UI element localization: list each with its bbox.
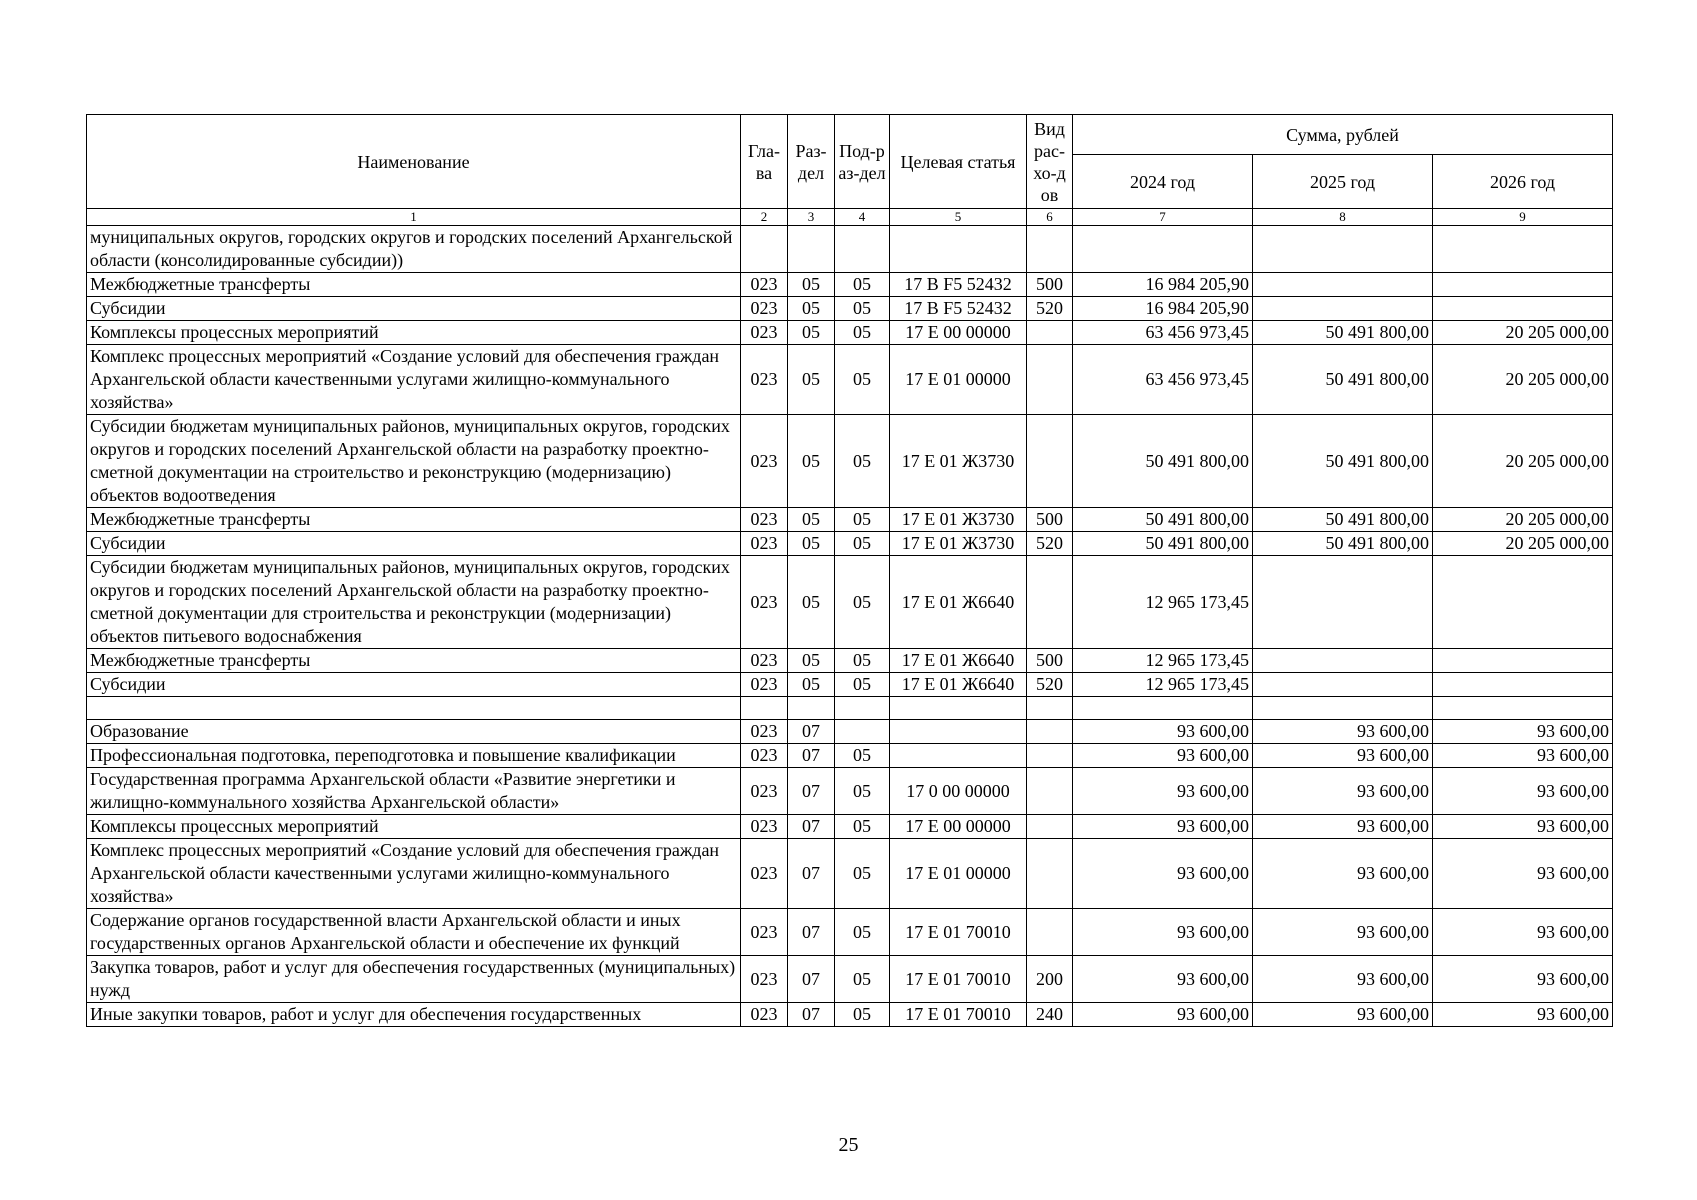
table-row (87, 768, 1613, 815)
cell-subsection: 05 (835, 839, 890, 909)
cell-amount-2025 (1253, 297, 1433, 321)
cell-amount-2026 (1433, 673, 1613, 697)
cell-amount-2026 (1433, 556, 1613, 649)
cell-subsection (835, 720, 890, 744)
table-row (87, 297, 1613, 321)
cell-name: муниципальных округов, городских округов и городских поселений Архангельской области (консолидированные субсидии)) (87, 226, 741, 273)
cell-chapter: 023 (741, 532, 788, 556)
cell-amount-2024 (1073, 226, 1253, 273)
column-number: 3 (788, 209, 835, 226)
cell-section: 05 (788, 321, 835, 345)
cell-amount-2026: 20 205 000,00 (1433, 508, 1613, 532)
cell-exptype (1027, 321, 1073, 345)
header-year-2025: 2025 год (1253, 155, 1433, 209)
table-row (87, 508, 1613, 532)
cell-amount-2024: 63 456 973,45 (1073, 345, 1253, 415)
cell-chapter: 023 (741, 345, 788, 415)
cell-target: 17 Е 01 Ж3730 (890, 532, 1027, 556)
cell-amount-2024: 50 491 800,00 (1073, 415, 1253, 508)
cell-target: 17 Е 00 00000 (890, 815, 1027, 839)
cell-amount-2026: 93 600,00 (1433, 768, 1613, 815)
cell-exptype (1027, 744, 1073, 768)
cell-section: 05 (788, 649, 835, 673)
cell-chapter: 023 (741, 768, 788, 815)
cell-target: 17 Е 01 Ж3730 (890, 508, 1027, 532)
cell-chapter (741, 697, 788, 720)
column-number: 8 (1253, 209, 1433, 226)
header-target: Целевая статья (890, 115, 1027, 209)
cell-name: Комплексы процессных мероприятий (87, 321, 741, 345)
table-row (87, 909, 1613, 956)
cell-amount-2024 (1073, 697, 1253, 720)
column-number: 2 (741, 209, 788, 226)
table-row (87, 345, 1613, 415)
cell-target (890, 720, 1027, 744)
cell-exptype: 240 (1027, 1003, 1073, 1027)
cell-name: Закупка товаров, работ и услуг для обеспечения государственных (муниципальных) нужд (87, 956, 741, 1003)
header-exptype: Вид рас-хо-дов (1027, 115, 1073, 209)
cell-amount-2026: 93 600,00 (1433, 744, 1613, 768)
cell-amount-2024: 93 600,00 (1073, 1003, 1253, 1027)
cell-chapter: 023 (741, 321, 788, 345)
cell-target (890, 697, 1027, 720)
cell-amount-2026 (1433, 697, 1613, 720)
table-row (87, 415, 1613, 508)
cell-amount-2024: 93 600,00 (1073, 839, 1253, 909)
cell-subsection: 05 (835, 321, 890, 345)
cell-exptype: 500 (1027, 649, 1073, 673)
cell-chapter: 023 (741, 909, 788, 956)
cell-exptype (1027, 345, 1073, 415)
cell-amount-2024: 12 965 173,45 (1073, 673, 1253, 697)
cell-name: Субсидии (87, 297, 741, 321)
table-row (87, 697, 1613, 720)
table-row (87, 649, 1613, 673)
cell-name: Профессиональная подготовка, переподготовка и повышение квалификации (87, 744, 741, 768)
cell-target: 17 Е 01 Ж3730 (890, 415, 1027, 508)
cell-exptype (1027, 226, 1073, 273)
cell-amount-2024: 93 600,00 (1073, 744, 1253, 768)
cell-amount-2025: 93 600,00 (1253, 909, 1433, 956)
cell-subsection: 05 (835, 415, 890, 508)
cell-chapter: 023 (741, 273, 788, 297)
cell-name: Содержание органов государственной власти Архангельской области и иных государственных органов Архангельской области и обеспечение их функций (87, 909, 741, 956)
cell-chapter: 023 (741, 839, 788, 909)
cell-amount-2025: 50 491 800,00 (1253, 321, 1433, 345)
cell-subsection: 05 (835, 744, 890, 768)
cell-amount-2026: 93 600,00 (1433, 1003, 1613, 1027)
cell-section: 07 (788, 1003, 835, 1027)
cell-exptype (1027, 768, 1073, 815)
cell-target: 17 Е 01 Ж6640 (890, 649, 1027, 673)
cell-amount-2026: 93 600,00 (1433, 815, 1613, 839)
cell-amount-2024: 93 600,00 (1073, 909, 1253, 956)
cell-target: 17 В F5 52432 (890, 297, 1027, 321)
cell-exptype: 500 (1027, 508, 1073, 532)
cell-section (788, 697, 835, 720)
column-number: 9 (1433, 209, 1613, 226)
cell-name: Межбюджетные трансферты (87, 508, 741, 532)
cell-exptype (1027, 415, 1073, 508)
cell-section: 05 (788, 273, 835, 297)
table-row (87, 720, 1613, 744)
cell-amount-2024: 16 984 205,90 (1073, 273, 1253, 297)
cell-amount-2025 (1253, 226, 1433, 273)
table-row (87, 673, 1613, 697)
cell-subsection: 05 (835, 532, 890, 556)
cell-section: 07 (788, 909, 835, 956)
cell-subsection: 05 (835, 909, 890, 956)
cell-name: Межбюджетные трансферты (87, 649, 741, 673)
cell-subsection: 05 (835, 1003, 890, 1027)
cell-amount-2026: 93 600,00 (1433, 956, 1613, 1003)
cell-exptype: 520 (1027, 297, 1073, 321)
table-row (87, 226, 1613, 273)
cell-amount-2026: 20 205 000,00 (1433, 321, 1613, 345)
table-row (87, 556, 1613, 649)
header-subsection: Под-раз-дел (835, 115, 890, 209)
cell-amount-2024: 93 600,00 (1073, 956, 1253, 1003)
table-row (87, 815, 1613, 839)
column-number: 4 (835, 209, 890, 226)
cell-chapter: 023 (741, 415, 788, 508)
cell-amount-2025: 93 600,00 (1253, 839, 1433, 909)
cell-target: 17 В F5 52432 (890, 273, 1027, 297)
header-name: Наименование (87, 115, 741, 209)
cell-name: Комплекс процессных мероприятий «Создание условий для обеспечения граждан Архангельской области качественными услугами жилищно-коммунального хозяйства» (87, 345, 741, 415)
column-number: 7 (1073, 209, 1253, 226)
cell-amount-2025: 93 600,00 (1253, 815, 1433, 839)
cell-amount-2025: 50 491 800,00 (1253, 532, 1433, 556)
cell-section: 07 (788, 839, 835, 909)
cell-section: 05 (788, 345, 835, 415)
cell-subsection: 05 (835, 673, 890, 697)
cell-name: Субсидии бюджетам муниципальных районов, муниципальных округов, городских округов и городских поселений Архангельской области на разработку проектно-сметной документации на строительство и реконструкцию (модернизацию) объектов водоотведения (87, 415, 741, 508)
cell-name: Комплексы процессных мероприятий (87, 815, 741, 839)
cell-amount-2026: 93 600,00 (1433, 839, 1613, 909)
cell-name: Комплекс процессных мероприятий «Создание условий для обеспечения граждан Архангельской области качественными услугами жилищно-коммунального хозяйства» (87, 839, 741, 909)
cell-amount-2026: 93 600,00 (1433, 909, 1613, 956)
cell-amount-2026: 93 600,00 (1433, 720, 1613, 744)
cell-subsection: 05 (835, 345, 890, 415)
cell-target: 17 Е 01 00000 (890, 345, 1027, 415)
cell-amount-2026 (1433, 649, 1613, 673)
table-row (87, 321, 1613, 345)
cell-target (890, 226, 1027, 273)
cell-exptype (1027, 720, 1073, 744)
cell-subsection: 05 (835, 768, 890, 815)
cell-chapter: 023 (741, 556, 788, 649)
cell-amount-2025: 50 491 800,00 (1253, 415, 1433, 508)
cell-section: 07 (788, 956, 835, 1003)
cell-amount-2024: 50 491 800,00 (1073, 532, 1253, 556)
cell-section (788, 226, 835, 273)
table-row (87, 1003, 1613, 1027)
cell-exptype (1027, 556, 1073, 649)
cell-amount-2026 (1433, 297, 1613, 321)
column-number: 5 (890, 209, 1027, 226)
cell-amount-2025: 93 600,00 (1253, 744, 1433, 768)
cell-amount-2024: 12 965 173,45 (1073, 649, 1253, 673)
cell-section: 05 (788, 673, 835, 697)
table-row (87, 273, 1613, 297)
cell-amount-2025: 93 600,00 (1253, 720, 1433, 744)
cell-exptype: 520 (1027, 673, 1073, 697)
cell-amount-2025: 93 600,00 (1253, 768, 1433, 815)
cell-chapter (741, 226, 788, 273)
cell-amount-2025 (1253, 697, 1433, 720)
cell-subsection: 05 (835, 297, 890, 321)
cell-chapter: 023 (741, 744, 788, 768)
cell-amount-2026: 20 205 000,00 (1433, 415, 1613, 508)
cell-name: Иные закупки товаров, работ и услуг для обеспечения государственных (87, 1003, 741, 1027)
header-chapter: Гла-ва (741, 115, 788, 209)
cell-chapter: 023 (741, 720, 788, 744)
cell-section: 05 (788, 297, 835, 321)
column-number: 6 (1027, 209, 1073, 226)
cell-exptype: 200 (1027, 956, 1073, 1003)
cell-target: 17 Е 01 70010 (890, 909, 1027, 956)
cell-amount-2024: 63 456 973,45 (1073, 321, 1253, 345)
cell-target: 17 Е 01 00000 (890, 839, 1027, 909)
cell-amount-2024: 50 491 800,00 (1073, 508, 1253, 532)
cell-amount-2025: 50 491 800,00 (1253, 345, 1433, 415)
cell-subsection: 05 (835, 556, 890, 649)
column-number: 1 (87, 209, 741, 226)
cell-section: 07 (788, 815, 835, 839)
cell-amount-2025 (1253, 673, 1433, 697)
budget-table (86, 114, 1613, 1027)
cell-section: 05 (788, 556, 835, 649)
cell-name: Субсидии бюджетам муниципальных районов, муниципальных округов, городских округов и городских поселений Архангельской области на разработку проектно-сметной документации для строительства и реконструкции (модернизации) объектов питьевого водоснабжения (87, 556, 741, 649)
cell-amount-2025: 93 600,00 (1253, 956, 1433, 1003)
page-number: 25 (838, 1134, 859, 1156)
cell-subsection: 05 (835, 508, 890, 532)
cell-amount-2024: 93 600,00 (1073, 815, 1253, 839)
cell-target: 17 0 00 00000 (890, 768, 1027, 815)
cell-amount-2024: 12 965 173,45 (1073, 556, 1253, 649)
cell-subsection (835, 697, 890, 720)
cell-amount-2026 (1433, 226, 1613, 273)
cell-name: Субсидии (87, 673, 741, 697)
cell-amount-2026: 20 205 000,00 (1433, 532, 1613, 556)
cell-subsection: 05 (835, 273, 890, 297)
cell-subsection: 05 (835, 815, 890, 839)
cell-section: 07 (788, 768, 835, 815)
cell-amount-2024: 16 984 205,90 (1073, 297, 1253, 321)
cell-amount-2025 (1253, 649, 1433, 673)
cell-target: 17 Е 01 70010 (890, 1003, 1027, 1027)
cell-name: Государственная программа Архангельской области «Развитие энергетики и жилищно-коммунального хозяйства Архангельской области» (87, 768, 741, 815)
cell-subsection: 05 (835, 649, 890, 673)
cell-target: 17 Е 01 Ж6640 (890, 673, 1027, 697)
cell-name: Образование (87, 720, 741, 744)
cell-section: 05 (788, 508, 835, 532)
cell-chapter: 023 (741, 508, 788, 532)
cell-exptype (1027, 839, 1073, 909)
header-sum: Сумма, рублей (1073, 115, 1613, 155)
cell-section: 05 (788, 415, 835, 508)
cell-chapter: 023 (741, 297, 788, 321)
cell-amount-2025 (1253, 273, 1433, 297)
cell-exptype (1027, 697, 1073, 720)
cell-target: 17 Е 01 70010 (890, 956, 1027, 1003)
cell-name (87, 697, 741, 720)
header-section: Раз-дел (788, 115, 835, 209)
cell-amount-2025: 50 491 800,00 (1253, 508, 1433, 532)
cell-chapter: 023 (741, 1003, 788, 1027)
header-year-2024: 2024 год (1073, 155, 1253, 209)
table-row (87, 532, 1613, 556)
cell-chapter: 023 (741, 815, 788, 839)
cell-exptype (1027, 815, 1073, 839)
table-row (87, 744, 1613, 768)
cell-amount-2025: 93 600,00 (1253, 1003, 1433, 1027)
cell-target (890, 744, 1027, 768)
cell-amount-2026 (1433, 273, 1613, 297)
cell-exptype (1027, 909, 1073, 956)
cell-chapter: 023 (741, 649, 788, 673)
table-row (87, 839, 1613, 909)
cell-chapter: 023 (741, 956, 788, 1003)
header-year-2026: 2026 год (1433, 155, 1613, 209)
cell-name: Субсидии (87, 532, 741, 556)
cell-subsection: 05 (835, 956, 890, 1003)
cell-section: 07 (788, 720, 835, 744)
column-number-row (87, 209, 1613, 226)
cell-name: Межбюджетные трансферты (87, 273, 741, 297)
cell-amount-2024: 93 600,00 (1073, 768, 1253, 815)
cell-subsection (835, 226, 890, 273)
cell-amount-2024: 93 600,00 (1073, 720, 1253, 744)
cell-section: 07 (788, 744, 835, 768)
cell-target: 17 Е 00 00000 (890, 321, 1027, 345)
cell-section: 05 (788, 532, 835, 556)
cell-chapter: 023 (741, 673, 788, 697)
cell-target: 17 Е 01 Ж6640 (890, 556, 1027, 649)
table-body (87, 226, 1613, 1027)
cell-exptype: 520 (1027, 532, 1073, 556)
table-row (87, 956, 1613, 1003)
cell-amount-2026: 20 205 000,00 (1433, 345, 1613, 415)
cell-amount-2025 (1253, 556, 1433, 649)
cell-exptype: 500 (1027, 273, 1073, 297)
